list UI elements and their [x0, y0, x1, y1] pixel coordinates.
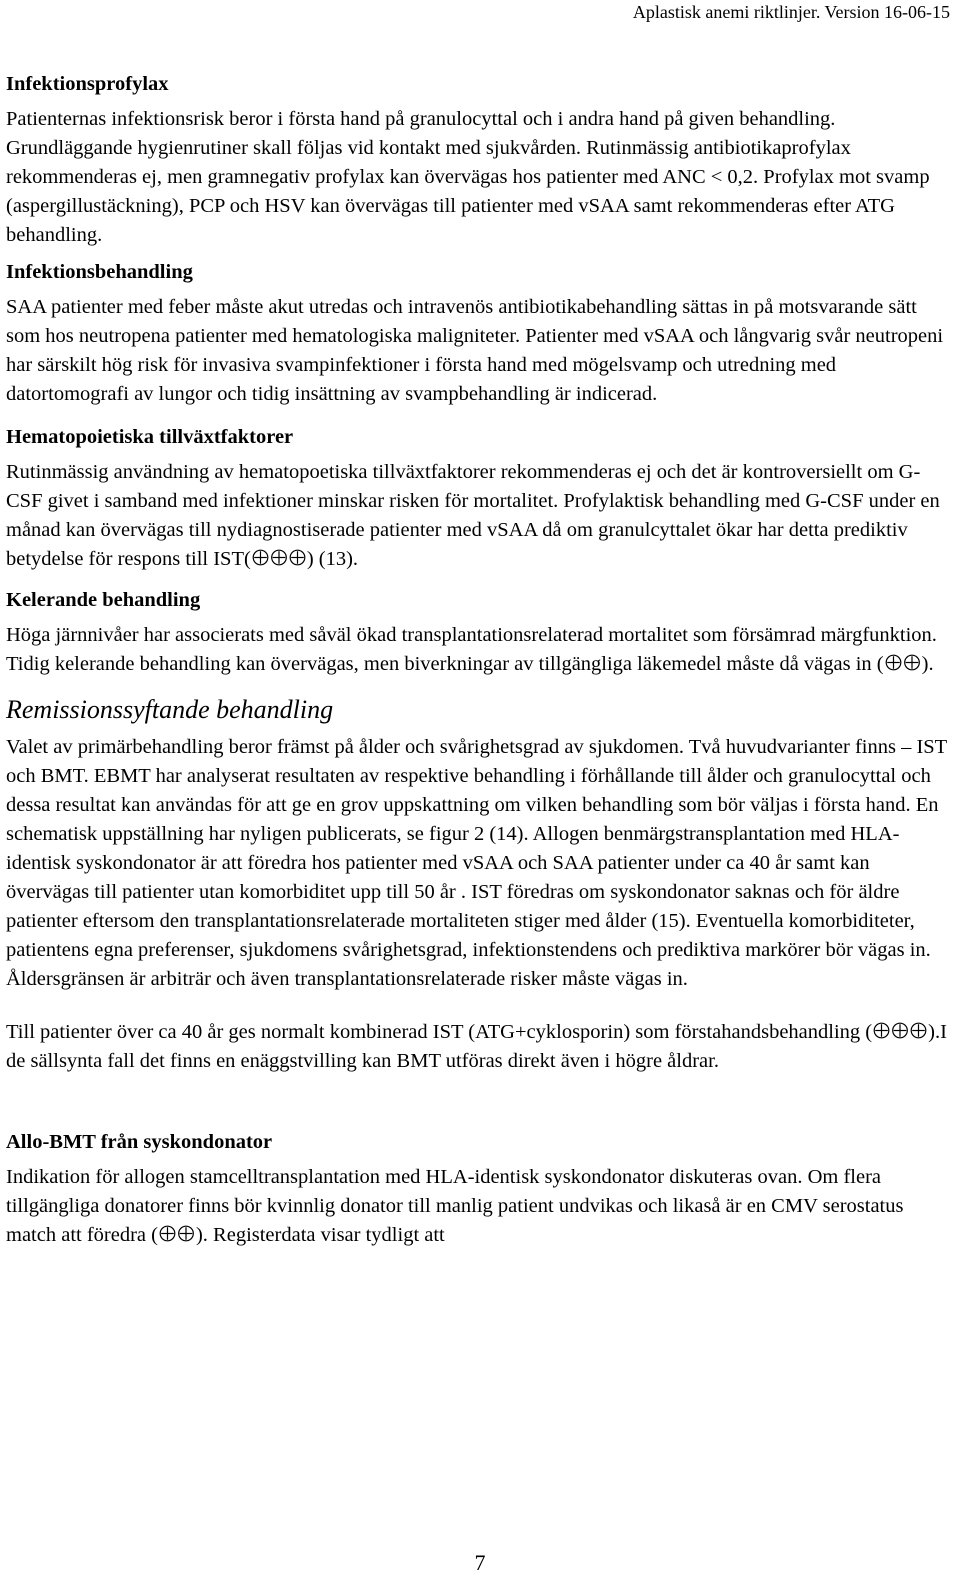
- heading-allo-bmt: Allo-BMT från syskondonator: [6, 1131, 273, 1153]
- heading-hematopoietiska: Hematopoietiska tillväxtfaktorer: [6, 426, 294, 448]
- heading-infektionsprofylax: Infektionsprofylax: [6, 73, 169, 95]
- paragraph-kelerande: [6, 621, 954, 679]
- paragraph-allo-bmt-text: Indikation för allogen stamcelltransplantation med HLA-identisk syskondonator diskuteras ovan. Om flera tillgängliga donatorer finns bör kvinnlig donator till manlig patient undvikas och likaså är en CMV serostatus match att föredra (: [6, 1166, 904, 1246]
- evidence-grade-3: [252, 549, 306, 566]
- paragraph-remissionssyftande-2: [6, 1018, 954, 1076]
- heading-remissionssyftande: Remissionssyftande behandling: [6, 695, 334, 724]
- paragraph-remissionssyftande-1: Valet av primärbehandling beror främst på ålder och svårighetsgrad av sjukdomen. Två huvudvarianter finns – IST och BMT. EBMT har analyserat resultaten av respektive behandling i förhållande till ålder och granulocyttal och dessa resultat kan användas för att ge en grov uppskattning om vilken behandling som bör väljas i första hand. En schematisk uppställning har nyligen publicerats, se figur 2 (14). Allogen benmärgstransplantation med HLA-identisk syskondonator är att föredra hos patienter med vSAA och SAA patienter under ca 40 år samt kan övervägas till patienter utan komorbiditet upp till 50 år . IST föredras om syskondonator saknas och för äldre patienter eftersom den transplantationsrelaterade mortaliteten stiger med ålder (15). Eventuella komorbiditeter, patientens egna preferenser, sjukdomens svårighetsgrad, infektionstendens och prediktiva markörer bör vägas in. Åldersgränsen är arbiträr och även transplantationsrelaterade risker måste vägas in.: [6, 736, 947, 990]
- circled-plus-icon: [160, 1226, 175, 1241]
- paragraph-remissionssyftande-2-end: ).I de sällsynta fall det finns en enäggstvilling kan BMT utföras direkt även i högre åldrar.: [6, 1021, 947, 1072]
- circled-plus-icon: [874, 1023, 889, 1038]
- paragraph-kelerande-text: Höga järnnivåer har associerats med såväl ökad transplantationsrelaterad mortalitet som försämrad märgfunktion. Tidig kelerande behandling kan övervägas, men biverkningar av tillgängliga läkemedel måste då vägas in (: [6, 624, 937, 675]
- circled-plus-icon: [290, 550, 305, 565]
- paragraph-kelerande-end: ).: [921, 653, 934, 675]
- paragraph-allo-bmt-end: ). Registerdata visar tydligt att: [195, 1224, 445, 1246]
- circled-plus-icon: [253, 550, 268, 565]
- heading-kelerande: Kelerande behandling: [6, 589, 201, 611]
- evidence-grade-2: [885, 654, 921, 671]
- circled-plus-icon: [272, 550, 287, 565]
- paragraph-allo-bmt: [6, 1163, 954, 1250]
- paragraph-hematopoietiska-text: Rutinmässig användning av hematopoetiska tillväxtfaktorer rekommenderas ej och det är kontroversiellt om G-CSF givet i samband med infektioner minskar risken för mortalitet. Profylaktisk behandling med G-CSF under en månad kan övervägas till nydiagnostiserade patienter med vSAA då om granulcyttalet ökar har detta prediktiv betydelse för respons till IST(: [6, 461, 940, 570]
- circled-plus-icon: [911, 1023, 926, 1038]
- heading-infektionsbehandling: Infektionsbehandling: [6, 261, 193, 283]
- paragraph-infektionsbehandling: SAA patienter med feber måste akut utredas och intravenös antibiotikabehandling sättas in på motsvarande sätt som hos neutropena patienter med hematologiska maligniteter. Patienter med vSAA och långvarig svår neutropeni har särskilt hög risk för invasiva svampinfektioner i första hand med mögelsvamp och utredning med datortomografi av lungor och tidig insättning av svampbehandling är indicerad.: [6, 296, 944, 405]
- document-body: [6, 70, 954, 1250]
- circled-plus-icon: [893, 1023, 908, 1038]
- circled-plus-icon: [904, 655, 919, 670]
- paragraph-hematopoietiska-ref: ) (13).: [306, 548, 359, 570]
- document-header: Aplastisk anemi riktlinjer. Version 16-06-15: [632, 2, 950, 22]
- evidence-grade-3: [873, 1022, 927, 1039]
- paragraph-infektionsprofylax: Patienternas infektionsrisk beror i första hand på granulocyttal och i andra hand på given behandling. Grundläggande hygienrutiner skall följas vid kontakt med sjukvården. Rutinmässig antibiotikaprofylax rekommenderas ej, men gramnegativ profylax kan övervägas hos patienter med ANC < 0,2. Profylax mot svamp (aspergillustäckning), PCP och HSV kan övervägas till patienter med vSAA samt rekommenderas efter ATG behandling.: [6, 108, 930, 246]
- paragraph-remissionssyftande-2-text: Till patienter över ca 40 år ges normalt kombinerad IST (ATG+cyklosporin) som förstahandsbehandling (: [6, 1021, 873, 1043]
- circled-plus-icon: [886, 655, 901, 670]
- evidence-grade-2: [159, 1225, 195, 1242]
- paragraph-hematopoietiska: [6, 458, 954, 574]
- circled-plus-icon: [179, 1226, 194, 1241]
- page-number: 7: [474, 1550, 486, 1575]
